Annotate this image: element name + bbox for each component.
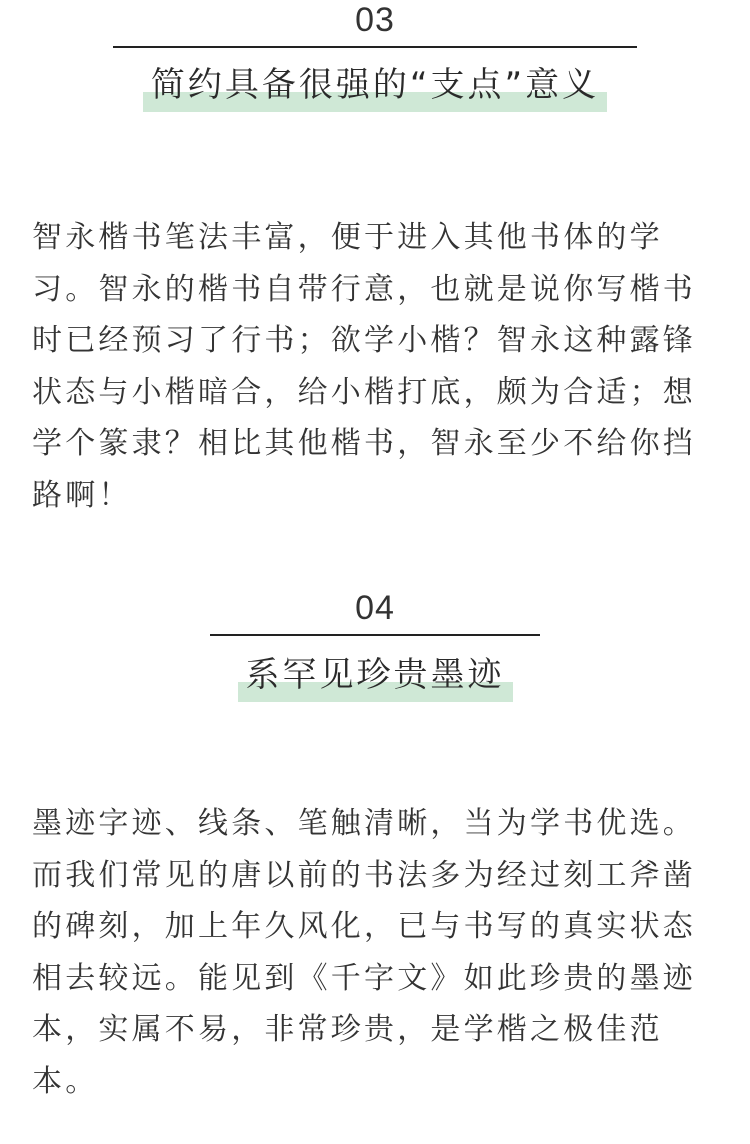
section-number: 03 [355, 1, 395, 39]
section-title-text: 简约具备很强的“支点”意义 [150, 65, 600, 105]
paragraph-line: 墨迹字迹、线条、笔触清晰，当为学书优选。 [32, 806, 696, 841]
section-divider [113, 46, 637, 48]
paragraph-line: 时已经预习了行书；欲学小楷？智永这种露锋 [32, 323, 696, 358]
paragraph-line: 智永楷书笔法丰富，便于进入其他书体的学 [32, 220, 663, 255]
section-title [143, 62, 607, 108]
paragraph-line: 路啊！ [32, 477, 132, 513]
paragraph-line: 学个篆隶？相比其他楷书，智永至少不给你挡 [32, 426, 696, 461]
paragraph-line: 本，实属不易，非常珍贵，是学楷之极佳范 [32, 1012, 663, 1047]
paragraph-line: 的碑刻，加上年久风化，已与书写的真实状态 [32, 909, 696, 944]
paragraph-line: 本。 [32, 1063, 99, 1099]
section-number: 04 [355, 589, 395, 627]
section-04-paragraph [32, 798, 722, 1107]
section-title-text: 系罕见珍贵墨迹 [245, 655, 505, 695]
paragraph-line: 相去较远。能见到《千字文》如此珍贵的墨迹 [32, 960, 696, 996]
section-divider [210, 634, 540, 636]
section-title [238, 652, 513, 698]
section-title-container [0, 62, 750, 108]
paragraph-line: 而我们常见的唐以前的书法多为经过刻工斧凿 [32, 857, 696, 893]
paragraph-line: 习。智永的楷书自带行意，也就是说你写楷书 [32, 271, 696, 307]
section-03-paragraph [32, 212, 722, 521]
section-title-container [0, 652, 750, 698]
paragraph-line: 状态与小楷暗合，给小楷打底，颇为合适；想 [32, 374, 696, 410]
